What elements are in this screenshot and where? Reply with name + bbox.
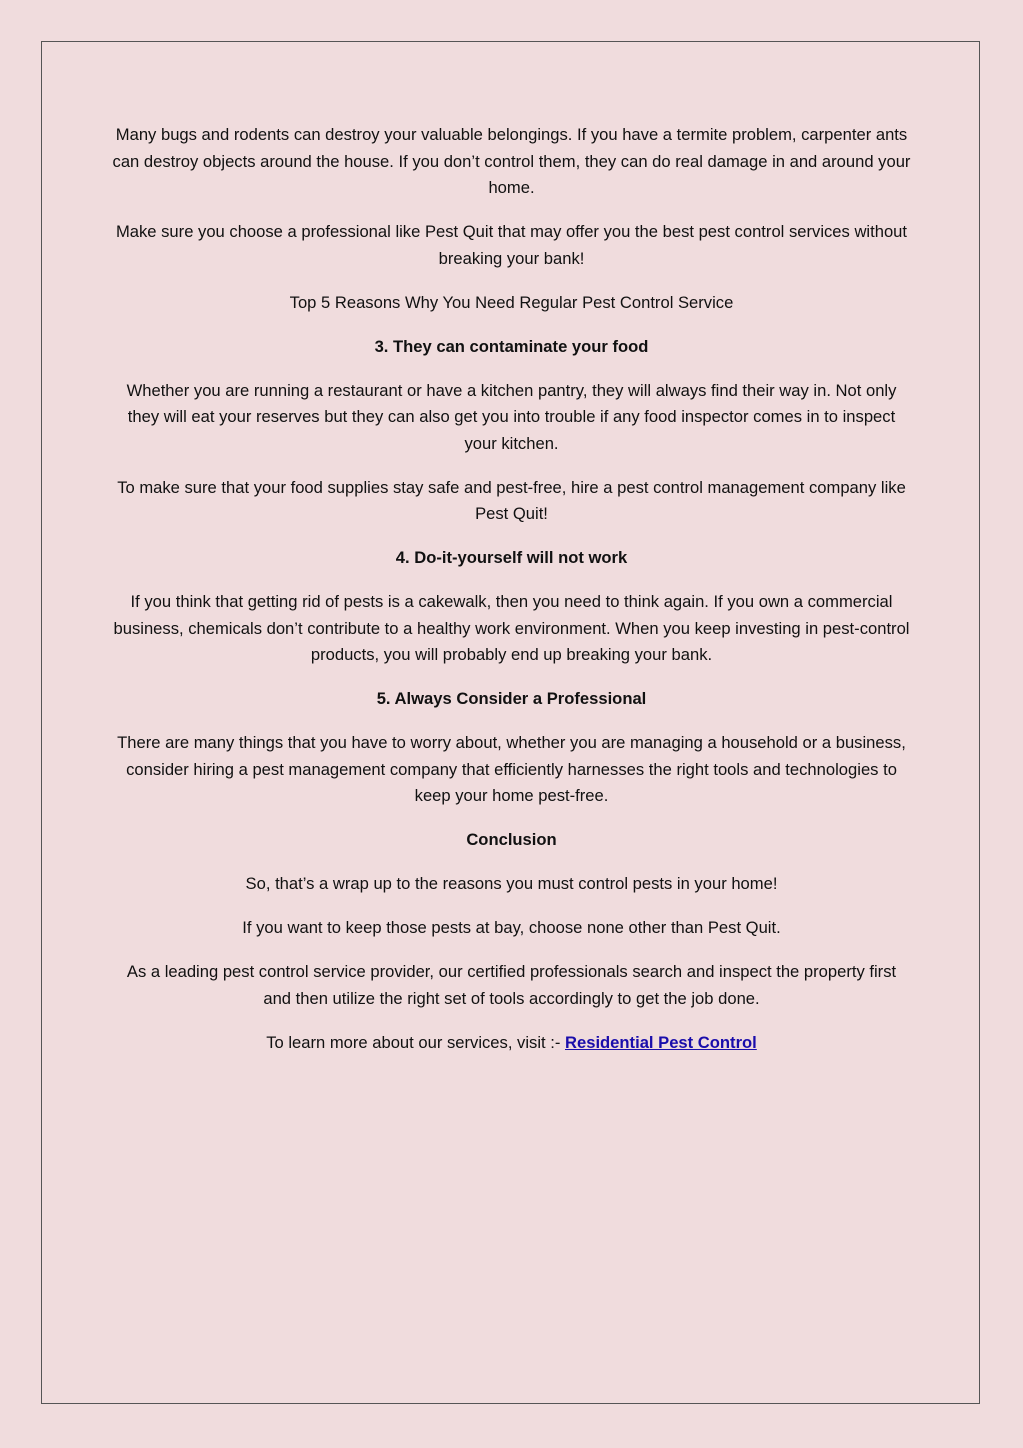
paragraph-leading-provider: As a leading pest control service provider, our certified professionals search and inspect the property first and then utilize the right set of tools accordingly to get the job done.: [126, 962, 897, 1008]
paragraph-cakewalk: If you think that getting rid of pests is a cakewalk, then you need to think again. If you own a commercial business, chemicals don’t contribute to a healthy work environment. When you keep investing in pest-control products, you will probably end up breaking your bank.: [113, 592, 910, 664]
residential-pest-control-link[interactable]: Residential Pest Control: [565, 1032, 757, 1052]
paragraph-top-5-reasons: Top 5 Reasons Why You Need Regular Pest Control Service: [289, 292, 734, 312]
paragraph-wrap-up: So, that’s a wrap up to the reasons you must control pests in your home!: [245, 874, 778, 893]
learn-more-prefix: To learn more about our services, visit :-: [266, 1032, 565, 1052]
paragraph-food-supplies: To make sure that your food supplies stay safe and pest-free, hire a pest control management company like Pest Quit!: [117, 477, 906, 523]
paragraph-many-things: There are many things that you have to worry about, whether you are managing a household or a business, consider hiring a pest management company that efficiently harnesses the right tools and technologies to keep your home pest-free.: [117, 733, 906, 805]
heading-contaminate-food: 3. They can contaminate your food: [374, 336, 649, 356]
document-body: [112, 122, 911, 1074]
paragraph-restaurant-pantry: Whether you are running a restaurant or have a kitchen pantry, they will always find their way in. Not only they will eat your reserves but they can also get you into trouble if any food inspector comes in to inspect your kitchen.: [126, 380, 897, 453]
paragraph-learn-more: [112, 1030, 911, 1057]
heading-diy-not-work: 4. Do-it-yourself will not work: [395, 548, 628, 567]
paragraph-bugs-rodents: Many bugs and rodents can destroy your valuable belongings. If you have a termite problem, carpenter ants can destroy objects around the house. If you don’t control them, they can do real damage in and around your home.: [112, 125, 911, 197]
heading-consider-professional: 5. Always Consider a Professional: [376, 689, 647, 708]
paragraph-keep-pests-at-bay: If you want to keep those pests at bay, choose none other than Pest Quit.: [242, 918, 781, 937]
paragraph-choose-professional: Make sure you choose a professional like Pest Quit that may offer you the best pest control services without breaking your bank!: [115, 222, 908, 268]
heading-conclusion: Conclusion: [466, 830, 557, 849]
